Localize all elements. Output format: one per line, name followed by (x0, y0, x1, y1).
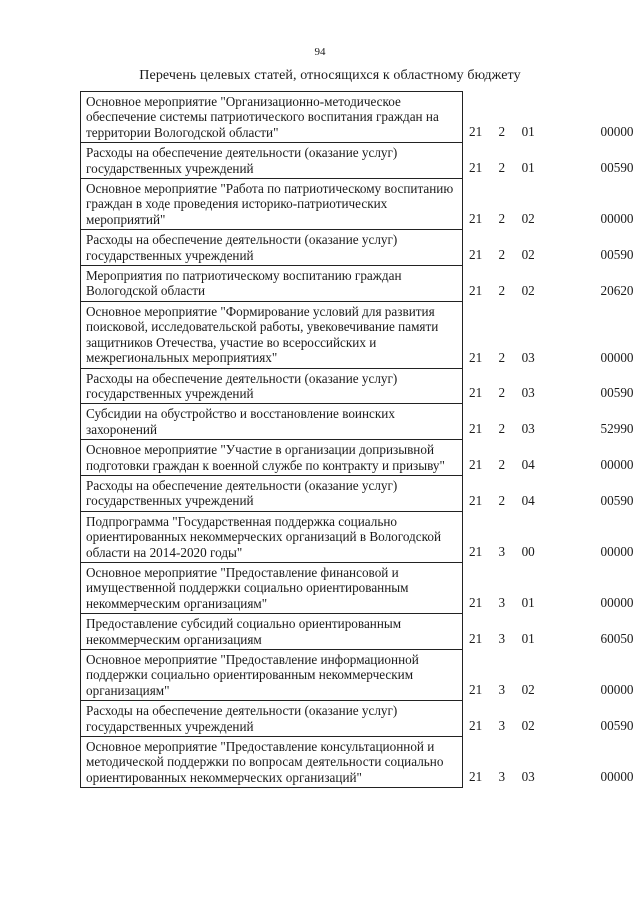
code-activity: 02 (521, 718, 535, 734)
row-description: Основное мероприятие "Организационно-методическое обеспечение системы патриотического воспитания граждан на территории Вологодской области" (81, 92, 463, 143)
row-description: Основное мероприятие "Предоставление информационной поддержки социально ориентированным некоммерческим организациям" (81, 650, 463, 701)
code-program: 21 (469, 349, 483, 365)
code-activity: 03 (521, 385, 535, 401)
code-subprogram: 2 (498, 247, 506, 263)
table-row (81, 701, 640, 737)
code-activity: 03 (521, 769, 535, 785)
code-activity: 02 (521, 247, 535, 263)
code-direction: 00000 (600, 544, 634, 560)
table-row (81, 143, 640, 179)
row-description: Основное мероприятие "Предоставление консультационной и методической поддержки по вопросам деятельности социально ориентированных некоммерческих организаций" (81, 737, 463, 788)
code-direction: 00590 (600, 718, 634, 734)
row-description: Предоставление субсидий социально ориентированным некоммерческим организациям (81, 614, 463, 650)
code-direction: 20620 (600, 282, 634, 298)
code-activity: 02 (521, 682, 535, 698)
code-direction: 00590 (600, 385, 634, 401)
code-subprogram: 3 (498, 682, 506, 698)
table-row (81, 650, 640, 701)
code-activity: 01 (521, 631, 535, 647)
code-subprogram: 2 (498, 160, 506, 176)
table-row (81, 511, 640, 562)
table-row (81, 92, 640, 143)
code-direction: 00000 (600, 211, 634, 227)
code-program: 21 (469, 544, 483, 560)
row-description: Расходы на обеспечение деятельности (оказание услуг) государственных учреждений (81, 143, 463, 179)
code-direction: 00590 (600, 247, 634, 263)
code-subprogram: 2 (498, 457, 506, 473)
code-program: 21 (469, 769, 483, 785)
row-description: Основное мероприятие "Формирование условий для развития поисковой, исследовательской работы, увековечивание памяти защитников Отечества, участие во всероссийских и межрегиональных мероприятиях" (81, 301, 463, 368)
code-subprogram: 2 (498, 385, 506, 401)
code-subprogram: 2 (498, 349, 506, 365)
code-direction: 52990 (600, 421, 634, 437)
table-row (81, 614, 640, 650)
code-program: 21 (469, 595, 483, 611)
table-row (81, 475, 640, 511)
budget-table (80, 91, 640, 788)
code-program: 21 (469, 421, 483, 437)
code-subprogram: 3 (498, 595, 506, 611)
code-program: 21 (469, 282, 483, 298)
code-activity: 01 (521, 595, 535, 611)
code-subprogram: 3 (498, 631, 506, 647)
code-subprogram: 2 (498, 211, 506, 227)
row-description: Расходы на обеспечение деятельности (оказание услуг) государственных учреждений (81, 701, 463, 737)
row-description: Основное мероприятие "Предоставление финансовой и имущественной поддержки социально ориентированным некоммерческим организациям" (81, 562, 463, 613)
row-description: Расходы на обеспечение деятельности (оказание услуг) государственных учреждений (81, 230, 463, 266)
code-direction: 00000 (600, 769, 634, 785)
code-direction: 00590 (600, 492, 634, 508)
table-row (81, 562, 640, 613)
table-row (81, 301, 640, 368)
table-row (81, 737, 640, 788)
table-row (81, 368, 640, 404)
code-program: 21 (469, 247, 483, 263)
document-title: Перечень целевых статей, относящихся к областному бюджету (139, 68, 521, 83)
row-description: Расходы на обеспечение деятельности (оказание услуг) государственных учреждений (81, 368, 463, 404)
code-activity: 02 (521, 211, 535, 227)
page-number: 94 (314, 46, 326, 58)
code-activity: 03 (521, 421, 535, 437)
row-description: Мероприятия по патриотическому воспитанию граждан Вологодской области (81, 266, 463, 302)
code-subprogram: 3 (498, 769, 506, 785)
code-activity: 00 (521, 544, 535, 560)
code-program: 21 (469, 631, 483, 647)
code-subprogram: 2 (498, 282, 506, 298)
code-direction: 00000 (600, 595, 634, 611)
code-direction: 00000 (600, 682, 634, 698)
code-program: 21 (469, 211, 483, 227)
table-row (81, 179, 640, 230)
row-description: Подпрограмма "Государственная поддержка социально ориентированных некоммерческих организаций в Вологодской области на 2014-2020 годы" (81, 511, 463, 562)
code-direction: 00000 (600, 349, 634, 365)
code-subprogram: 2 (498, 421, 506, 437)
code-program: 21 (469, 124, 483, 140)
code-program: 21 (469, 718, 483, 734)
code-program: 21 (469, 457, 483, 473)
code-subprogram: 3 (498, 544, 506, 560)
row-description: Расходы на обеспечение деятельности (оказание услуг) государственных учреждений (81, 475, 463, 511)
table-row (81, 230, 640, 266)
table-row (81, 404, 640, 440)
code-program: 21 (469, 385, 483, 401)
code-activity: 02 (521, 282, 535, 298)
code-activity: 04 (521, 457, 535, 473)
code-program: 21 (469, 682, 483, 698)
row-description: Основное мероприятие "Участие в организации допризывной подготовки граждан к военной службе по контракту и призыву" (81, 440, 463, 476)
code-activity: 01 (521, 160, 535, 176)
code-direction: 00000 (600, 124, 634, 140)
table-row (81, 266, 640, 302)
code-activity: 01 (521, 124, 535, 140)
code-direction: 00590 (600, 160, 634, 176)
code-subprogram: 2 (498, 492, 506, 508)
code-activity: 03 (521, 349, 535, 365)
table-row (81, 440, 640, 476)
code-subprogram: 2 (498, 124, 506, 140)
code-activity: 04 (521, 492, 535, 508)
code-program: 21 (469, 160, 483, 176)
row-description: Основное мероприятие "Работа по патриотическому воспитанию граждан в ходе проведения историко-патриотических мероприятий" (81, 179, 463, 230)
row-description: Субсидии на обустройство и восстановление воинских захоронений (81, 404, 463, 440)
code-direction: 00000 (600, 457, 634, 473)
code-direction: 60050 (600, 631, 634, 647)
code-subprogram: 3 (498, 718, 506, 734)
code-program: 21 (469, 492, 483, 508)
budget-table-body (81, 92, 640, 788)
